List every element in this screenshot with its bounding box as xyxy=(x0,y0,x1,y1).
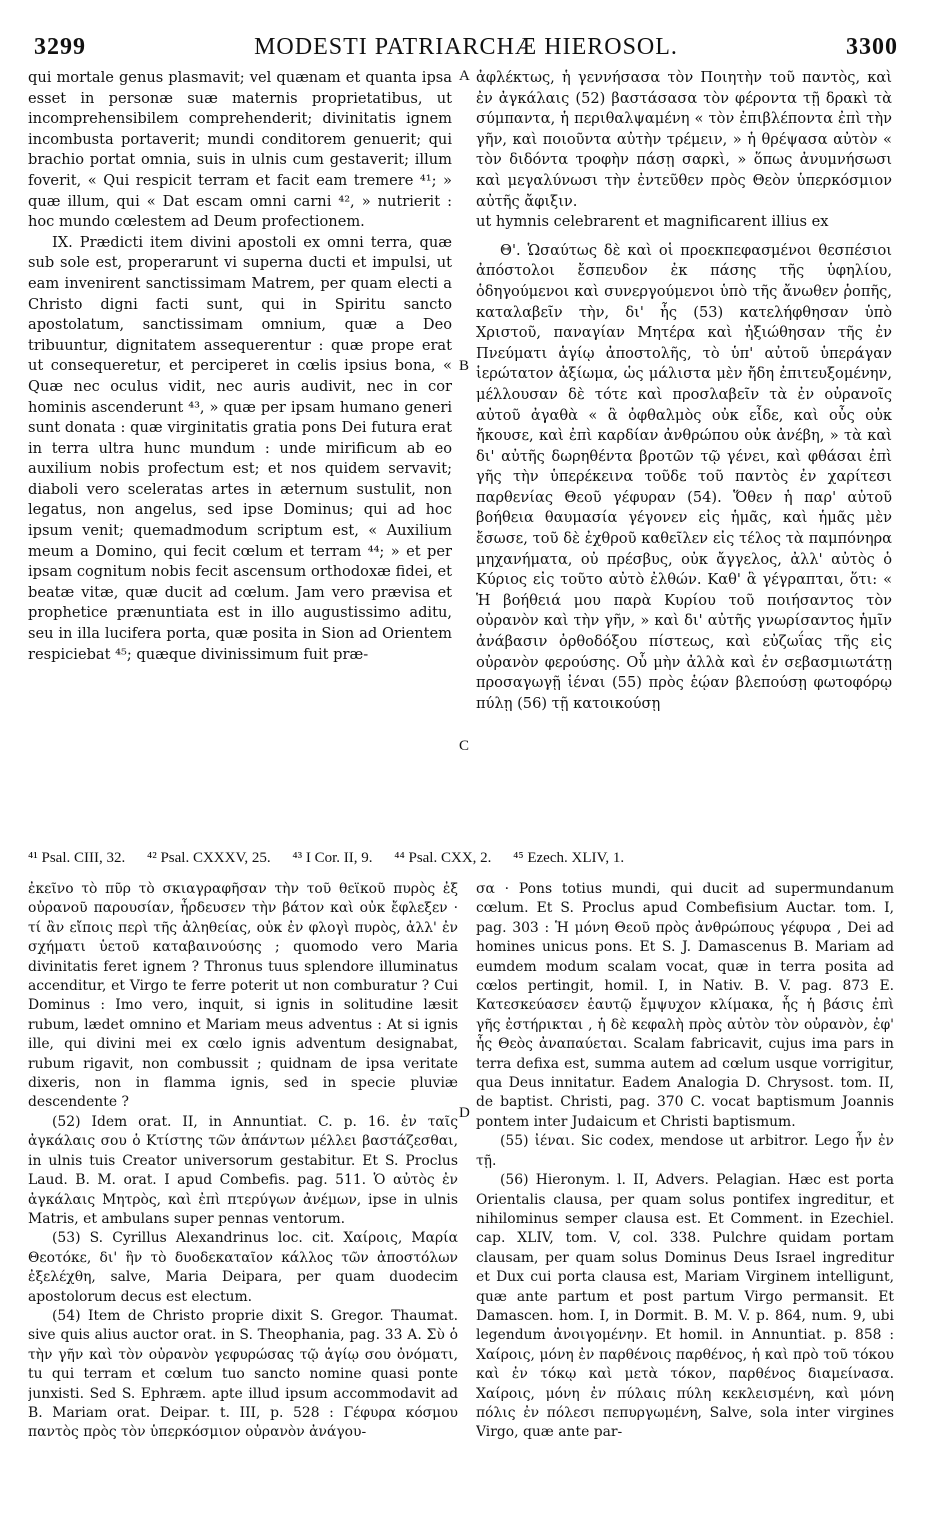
page-number-left: 3299 xyxy=(34,34,86,60)
note-paragraph: σα · Pons totius mundi, qui ducit ad supermundanum cœlum. Et S. Proclus apud Combefisium Auctar. tom. I, pag. 303 : Ἡ μόνη Θεοῦ πρὸς ἀνθρώπους γέφυρα , Dei ad homines unicus pons. Et S. J. Damascenus B. Mariam ad eumdem modum scalam vocat, quæ in terra posita ad cœlos pertingit, homil. I, in Nativ. B. V. pag. 873 E. Κατεσκεύασεν ἑαυτῷ ἔμψυχον κλίμακα, ἧς ἡ βάσις ἐπὶ γῆς ἐστήρικται , ἡ δὲ κεφαλὴ πρὸς αὐτὸν τὸν οὐρανὸν, ἐφ' ἧς Θεὸς ἀναπαύεται. Scalam fabricavit, cujus ima pars in terra defixa est, summa autem ad cœlum usque vorrigitur, qua Deus innitatur. Eadem Analogia D. Chrysost. tom. II, de baptist. Christi, pag. 370 C. vocat baptismum Joannis pontem inter Judaicum et Christi baptismum. xyxy=(476,881,894,1130)
page-number-right: 3300 xyxy=(846,34,898,60)
note-paragraph: (52) Idem orat. II, in Annuntiat. C. p. 16. ἐν ταῖς ἀγκάλαις σου ὁ Κτίστης τῶν ἁπάντων μέλλει βαστάζεσθαι, in ulnis tuis Creator universorum gestabitur. Et S. Proclus Laud. B. M. orat. I apud Combefis. pag. 511. Ὁ αὐτὸς ἐν ἀγκάλαις Μητρὸς, καὶ ἐπὶ πτερύγων ἀνέμων, ipse in ulnis Matris, et ambulans super pennas ventorum. xyxy=(28,1113,458,1227)
footnote-ref: ⁴² Psal. CXXXV, 25. xyxy=(146,850,271,866)
footnote-references xyxy=(28,846,904,870)
note-paragraph: (56) Hieronym. l. II, Advers. Pelagian. Hæc est porta Orientalis clausa, per quam solus pontifex ingreditur, et nihilominus semper clausa est. Et Comment. in Ezechiel. cap. XLIV, tom. V, col. 338. Pulchre quidam portam clausam, per quam solus Dominus Deus Israel ingreditur et Dux cui porta clausa est, Mariam Virginem intelligunt, quæ ante partum et post partum Virgo permansit. Et Damascen. hom. I, in Dormit. B. M. V. p. 864, num. 9, ubi legendum ἀνοιγομένην. Et homil. in Annuntiat. p. 858 : Χαίροις, μόνη ἐν παρθένοις παρθένος, ἡ καὶ πρὸ τοῦ τόκου καὶ ἐν τόκῳ καὶ μετὰ τόκον, παρθένος διαμείνασα. Χαίροις, μόνη ἐν πύλαις πύλη κεκλεισμένη, καὶ μόνη πόλις ἐν πόλεσι πεπυργωμένη, Salve, sola inter virgines Virgo, quæ ante par- xyxy=(476,1172,894,1441)
footnote-ref: ⁴⁵ Ezech. XLIV, 1. xyxy=(513,850,625,866)
note-paragraph: (55) ἰέναι. Sic codex, mendose ut arbitror. Lego ἦν ἐν τῇ. xyxy=(476,1133,894,1169)
latin-text-column xyxy=(28,68,452,838)
margin-marker-b: B xyxy=(459,358,470,374)
greek-paragraph: ἀφλέκτως, ἡ γεννήσασα τὸν Ποιητὴν τοῦ παντὸς, καὶ ἐν ἀγκάλαις (52) βαστάσασα τὸν φέροντα τῇ δρακὶ τὰ σύμπαντα, ἡ περιθαλψαμένη « τὸν ἐπιβλέποντα ἐπὶ τὴν γῆν, καὶ ποιοῦντα αὐτὴν τρέμειν, » ἡ θρέψασα αὐτὸν « τὸν διδόντα τροφὴν πάσῃ σαρκὶ, » ὅπως ἀνυμνήσωσι καὶ μεγαλύνωσι τὴν ἐντεῦθεν πρὸς Θεὸν ὑπερκόσμιον αὐτῆς ἄφιξιν. xyxy=(476,69,892,210)
notes-column-left xyxy=(28,880,458,1520)
greek-text-column xyxy=(476,68,892,838)
footnote-ref: ⁴³ I Cor. II, 9. xyxy=(292,850,373,866)
page-header xyxy=(28,30,904,64)
margin-marker-d: D xyxy=(459,1105,470,1121)
margin-marker-c: C xyxy=(459,738,470,754)
margin-marker-a: A xyxy=(459,68,470,84)
note-paragraph: ἐκεῖνο τὸ πῦρ τὸ σκιαγραφῆσαν τὴν τοῦ θεϊκοῦ πυρὸς ἐξ οὐρανοῦ παρουσίαν, ἦρδευσεν τὴν βάτον καὶ οὐκ ἔφλεξεν · τί ἂν εἴποις περὶ τῆς ἀληθείας, οὐκ ἐν φλογὶ πυρὸς, ἀλλ' ἐν σχήματι ὑετοῦ καταβαινούσης ; quomodo vero Maria divinitatis feret ignem ? Thronus tuus splendore illuminatus accenditur, et Virgo te ferre poterit ut non comburatur ? Cui Dominus : Imo vero, inquit, si ignis in solitudine læsit rubum, lædet omnino et Mariam meus adventus : At si ignis ille, qui divini mei ex cœlo ignis adventum designabat, rubum rigavit, non combussit ; quidnam de ipsa veritate dixeris, non in flamma ignis, sed in specie pluviæ descendente ? xyxy=(28,881,458,1111)
greek-paragraph: Θ'. Ὡσαύτως δὲ καὶ οἱ προεκπεφασμένοι θεσπέσιοι ἀπόστολοι ἔσπευδον ἐκ πάσης τῆς ὑφηλίου, ὁδηγούμενοι καὶ συνεργούμενοι ὑπὸ τῆς ἄνωθεν ῥοπῆς, καταλαβεῖν τὴν, δι' ἧς (53) κατελήφθησαν ὑπὸ Χριστοῦ, παναγίαν Μητέρα καὶ ἠξιώθησαν τῆς ἐν Πνεύματι ἁγίῳ ἀποστολῆς, τὸ ὑπ' αὐτοῦ ὑπεράγαν ἱερώτατον ἀξίωμα, ὡς μάλιστα μὲν ἤδη ἐπιτευξομένην, μέλλουσαν δὲ τότε καὶ προσλαβεῖν τὰ ἐν οὐρανοῖς αὐτοῦ ἀγαθὰ « ἃ ὀφθαλμὸς οὐκ εἶδε, καὶ οὖς οὐκ ἤκουσε, καὶ ἐπὶ καρδίαν ἀνθρώπου οὐκ ἀνέβη, » τὰ καὶ δι' αὐτῆς δωρηθέντα βροτῶν τῷ γένει, καὶ φθάσαι ἐπὶ γῆς τὴν ὑπερέκεινα τοῦδε τοῦ παντὸς ἐν χαρίτεσι παρθενίας Θεοῦ γέφυραν (54). Ὅθεν ἡ παρ' αὐτοῦ βοήθεια θαυμασία γέγονεν εἰς ἡμᾶς, καὶ ἡμᾶς μὲν ἔσωσε, τοῦ δὲ ἐχθροῦ καθεῖλεν εἰς τέλος τὰ παμπόνηρα μηχανήματα, οὐ πρέσβυς, οὐκ ἄγγελος, ἀλλ' αὐτὸς ὁ Κύριος εἰς τοῦτο αὐτὸ ἐλθών. Καθ' ἃ γέγραπται, ὅτι: « Ἡ βοήθειά μου παρὰ Κυρίου τοῦ ποιήσαντος τὸν οὐρανὸν καὶ τὴν γῆν, » καὶ δι' αὐτῆς γνωρίσαντος ἡμῖν ἀνάβασιν ὀρθοδόξου πίστεως, καὶ εὐζωΐας τῆς εἰς οὐρανὸν φερούσης. Οὗ μὴν ἀλλὰ καὶ ἐν σεβασμιωτάτῃ προσαγωγῇ ἰέναι (55) πρὸς ἑῴαν βλεπούσῃ φωτοφόρῳ πύλῃ (56) τῇ κατοικούσῃ xyxy=(476,241,892,712)
note-paragraph: (53) S. Cyrillus Alexandrinus loc. cit. Χαίροις, Μαρία Θεοτόκε, δι' ἣν τὸ δυοδεκαταῖον κάλλος τῶν ἀποστόλων ἐξελέχθη, salve, Maria Deipara, per quam duodecim apostolorum decus est electum. xyxy=(28,1230,458,1305)
notes-column-right xyxy=(476,880,894,1520)
note-paragraph: (54) Item de Christo proprie dixit S. Gregor. Thaumat. sive quis alius auctor orat. in S. Theophania, pag. 33 A. Σὺ ὁ τὴν γῆν καὶ τὸν οὐρανὸν γεφυρώσας τῷ ἁγίῳ σου ὀνόματι, tu qui terram et cœlum tuo sancto nomine quasi ponte junxisti. Sed S. Ephræm. apte illud ipsum accommodavit ad B. Mariam orat. Deipar. t. III, p. 528 : Γέφυρα κόσμου παντὸς πρὸς τὸν ὑπερκόσμιον οὐρανὸν ἀνάγου- xyxy=(28,1307,458,1441)
latin-continuation-line: ut hymnis celebrarent et magnificarent illius ex xyxy=(476,213,829,231)
running-title: MODESTI PATRIARCHÆ HIEROSOL. xyxy=(254,34,678,60)
footnote-ref: ⁴¹ Psal. CIII, 32. xyxy=(28,850,126,866)
latin-paragraph: qui mortale genus plasmavit; vel quænam et quanta ipsa esset in personæ suæ maternis proprietatibus, ut incomprehensibilem comprehenderit; divinitatis ignem incombusta portaverit; mundi conditorem genuerit; qui brachio portat omnia, suis in ulnis cum gestaverit; illum foverit, « Qui respicit terram et facit eam tremere ⁴¹; » quæ illum, qui « Dat escam omni carni ⁴², » nutrierit : hoc mundo cœlestem ad Deum profectionem. xyxy=(28,69,452,231)
latin-paragraph: IX. Prædicti item divini apostoli ex omni terra, quæ sub sole est, properarunt vi superna ducti et impulsi, ut eam invenirent sanctissimam Matrem, per quam electi a Christo digni facti sunt, qui in Spiritu sancto apostolatum, sanctissimam omnium, quæ a Deo tribuuntur, dignitatem assequerentur : quæ prope erat ut consequeretur, et perciperet in cœlis ipsius bona, « Quæ nec oculus vidit, nec auris audivit, nec in cor hominis ascenderunt ⁴³, » quæ per ipsam humano generi sunt donata : quæ virginitatis gratia pons Dei futura erat in terra ultra hunc mundum : unde mirificum ab eo auxilium nobis profectum est; et nos quidem servavit; diaboli vero sceleratas artes in æternum sustulit, non legatus, non angelus, sed ipse Dominus; qui ad hoc ipsum venit; quemadmodum scriptum est, « Auxilium meum a Domino, qui fecit cœlum et terram ⁴⁴; » et per ipsam cognitum nobis fecit ascensum orthodoxæ fidei, et beatæ vitæ, quæ ducit ad cœlum. Jam vero prævisa et prophetice prænuntiata est in illo augustissimo aditu, seu in illa lucifera porta, quæ posita in Sion ad Orientem respiciebat ⁴⁵; quæque divinissimum fuit præ- xyxy=(28,233,452,663)
footnote-ref: ⁴⁴ Psal. CXX, 2. xyxy=(394,850,492,866)
